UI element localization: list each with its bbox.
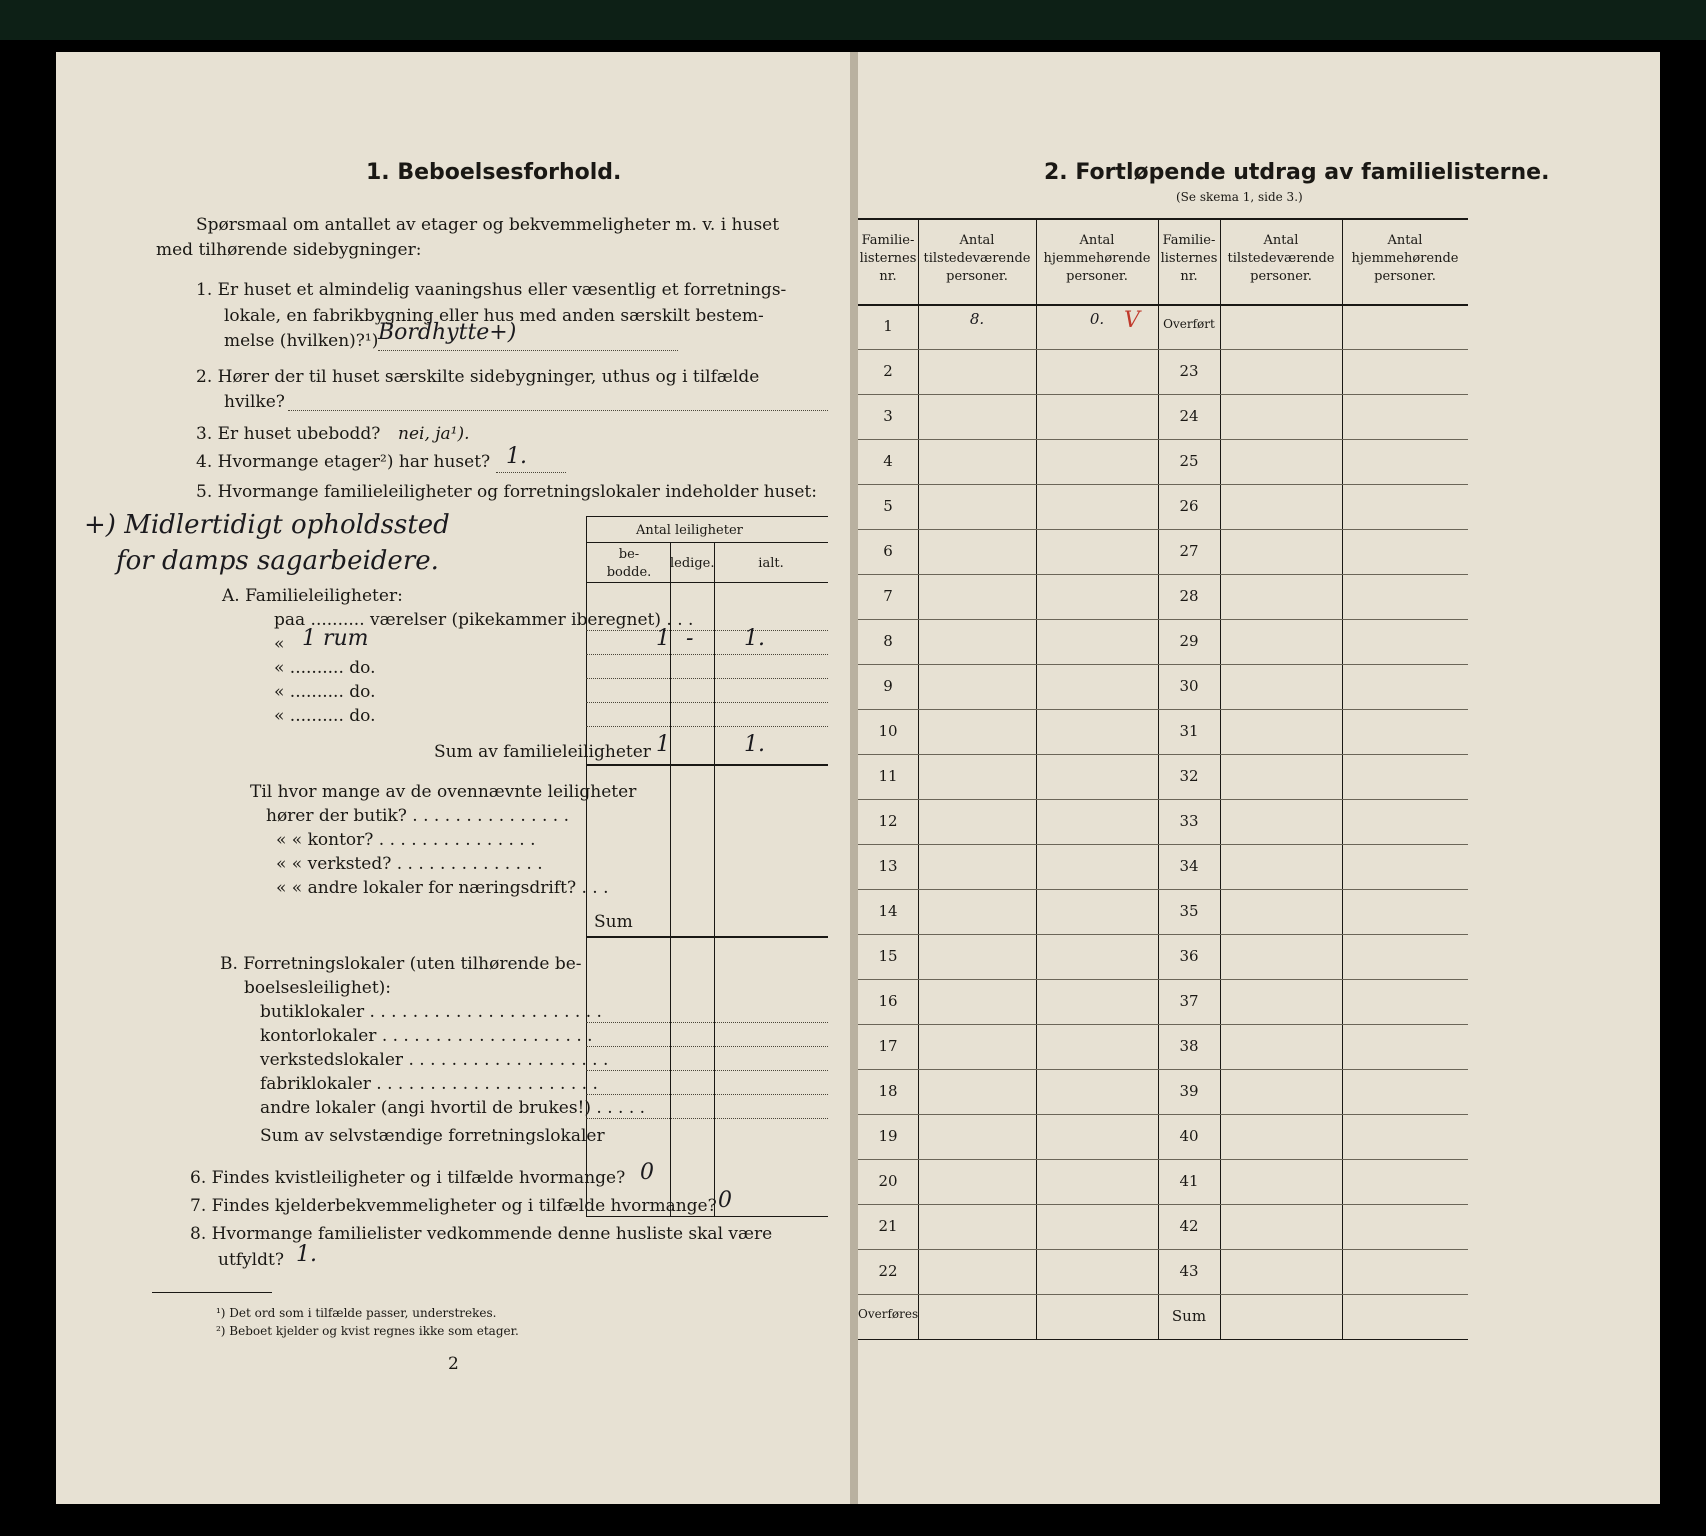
question-6-label: 6. Findes kvistleiligheter og i tilfælde hvormange? bbox=[190, 1168, 626, 1188]
table-row-rule bbox=[858, 1114, 1468, 1115]
table-row-rule bbox=[858, 889, 1468, 890]
family-list-number-right: 29 bbox=[1179, 632, 1199, 650]
table-row-rule bbox=[858, 619, 1468, 620]
table-row-rule bbox=[858, 349, 1468, 350]
page-number: 2 bbox=[448, 1354, 459, 1374]
column-bebodde: be- bodde. bbox=[606, 547, 652, 580]
family-list-number-right: 35 bbox=[1179, 902, 1199, 920]
column-ialt: ialt. bbox=[758, 556, 784, 571]
table-rule bbox=[858, 218, 1468, 220]
table-row-line bbox=[586, 726, 828, 727]
table-row-rule bbox=[858, 844, 1468, 845]
handwritten-note-line-2: for damps sagarbeidere. bbox=[116, 546, 439, 576]
table-row-rule bbox=[858, 574, 1468, 575]
family-list-number-right: 27 bbox=[1179, 542, 1199, 560]
family-list-number-right: 40 bbox=[1179, 1127, 1199, 1145]
table-row-line bbox=[586, 1118, 828, 1119]
question-7-answer: 0 bbox=[718, 1188, 732, 1213]
table-rule bbox=[586, 764, 828, 766]
family-list-number-right: 25 bbox=[1179, 452, 1199, 470]
family-list-number-right: 33 bbox=[1179, 812, 1199, 830]
b-sum-label: Sum av selvstændige forretningslokaler bbox=[260, 1126, 605, 1146]
table-row-rule bbox=[858, 439, 1468, 440]
question-2-line-1: 2. Hører der til huset særskilte sidebygninger, uthus og i tilfælde bbox=[196, 367, 760, 387]
question-7-label: 7. Findes kjelderbekvemmeligheter og i tilfælde hvormange? bbox=[190, 1196, 717, 1216]
family-list-number: 9 bbox=[883, 677, 893, 695]
family-list-number: Overføres bbox=[858, 1307, 919, 1321]
table-rule bbox=[586, 582, 828, 583]
family-list-number: 22 bbox=[878, 1262, 898, 1280]
table-row-rule bbox=[858, 484, 1468, 485]
family-list-number: 6 bbox=[883, 542, 893, 560]
family-list-number-right: 23 bbox=[1179, 362, 1199, 380]
question-8-line-1: 8. Hvormange familielister vedkommende denne husliste skal være bbox=[190, 1224, 773, 1244]
butik-question-3: « « kontor? . . . . . . . . . . . . . . . bbox=[276, 830, 536, 850]
check-mark: V bbox=[1124, 308, 1140, 333]
a-row-label: « .......... do. bbox=[274, 658, 376, 678]
table-rule bbox=[586, 1216, 828, 1217]
left-page bbox=[56, 52, 852, 1504]
table-row-rule bbox=[858, 709, 1468, 710]
family-list-number: 16 bbox=[878, 992, 898, 1010]
family-list-number: 7 bbox=[883, 587, 893, 605]
table-header: Familie- listernes nr. bbox=[1160, 233, 1218, 284]
table-header: Antal hjemmehørende personer. bbox=[1043, 233, 1151, 284]
family-list-number: 19 bbox=[878, 1127, 898, 1145]
question-4-label: 4. Hvormange etager²) har huset? bbox=[196, 452, 491, 472]
intro-line-2: med tilhørende sidebygninger: bbox=[156, 240, 422, 260]
butik-question-2: hører der butik? . . . . . . . . . . . . . . . bbox=[266, 806, 570, 826]
table-row-rule bbox=[858, 1294, 1468, 1295]
table-row-line bbox=[586, 1046, 828, 1047]
question-4-answer: 1. bbox=[506, 444, 527, 469]
sum-familieleiligheter-ialt: 1. bbox=[744, 732, 765, 757]
answer-line bbox=[496, 472, 566, 473]
present-count: 8. bbox=[969, 310, 985, 328]
table-rule bbox=[858, 304, 1468, 306]
family-list-number-right: 30 bbox=[1179, 677, 1199, 695]
family-list-number-right: 26 bbox=[1179, 497, 1199, 515]
table-rule bbox=[714, 542, 715, 1216]
family-list-number-right: 32 bbox=[1179, 767, 1199, 785]
family-list-number-right: 37 bbox=[1179, 992, 1199, 1010]
question-1-answer: Bordhytte+) bbox=[378, 320, 517, 345]
family-list-number: 10 bbox=[878, 722, 898, 740]
question-5-label: 5. Hvormange familieleiligheter og forretningslokaler indeholder huset: bbox=[196, 482, 817, 502]
family-list-number-right: Overført bbox=[1163, 317, 1215, 331]
section-subtitle: (Se skema 1, side 3.) bbox=[1176, 190, 1303, 204]
family-list-number: 17 bbox=[878, 1037, 898, 1055]
question-8-line-2: utfyldt? bbox=[218, 1250, 284, 1270]
family-list-number: 5 bbox=[883, 497, 893, 515]
family-list-number-right: 28 bbox=[1179, 587, 1199, 605]
b-row-label: butiklokaler . . . . . . . . . . . . . . . . . . . . . . bbox=[260, 1002, 602, 1022]
family-list-number: 15 bbox=[878, 947, 898, 965]
b-row-label: andre lokaler (angi hvortil de brukes!) . . . . . bbox=[260, 1098, 646, 1118]
butik-question-1: Til hvor mange av de ovennævnte leiligheter bbox=[250, 782, 637, 802]
right-page bbox=[858, 52, 1660, 1504]
table-rule bbox=[670, 542, 671, 1216]
table-column-rule bbox=[918, 218, 919, 1339]
a-row-label: « .......... do. bbox=[274, 682, 376, 702]
family-list-number: 11 bbox=[878, 767, 898, 785]
family-list-number-right: 38 bbox=[1179, 1037, 1199, 1055]
family-list-number-right: 31 bbox=[1179, 722, 1199, 740]
a-row-handwritten: 1 rum bbox=[302, 626, 369, 651]
column-ledige: ledige. bbox=[670, 556, 715, 571]
family-list-number-right: 34 bbox=[1179, 857, 1199, 875]
sum-familieleiligheter-bebodde: 1 bbox=[656, 732, 670, 757]
handwritten-note-line-1: +) Midlertidigt opholdssted bbox=[84, 510, 450, 540]
footnote-2: ²) Beboet kjelder og kvist regnes ikke som etager. bbox=[216, 1324, 519, 1338]
table-rule bbox=[586, 936, 828, 938]
table-row-rule bbox=[858, 979, 1468, 980]
table-row-rule bbox=[858, 1069, 1468, 1070]
table-header: Familie- listernes nr. bbox=[859, 233, 917, 284]
family-list-number: 4 bbox=[883, 452, 893, 470]
family-list-number: 1 bbox=[883, 317, 893, 335]
butik-question-5: « « andre lokaler for næringsdrift? . . . bbox=[276, 878, 609, 898]
family-list-number-right: 43 bbox=[1179, 1262, 1199, 1280]
section-title: 1. Beboelsesforhold. bbox=[366, 160, 622, 185]
table-row-line bbox=[586, 1022, 828, 1023]
table-row-rule bbox=[858, 1159, 1468, 1160]
table-column-rule bbox=[1220, 218, 1221, 1339]
table-row-line bbox=[586, 654, 828, 655]
table-row-line bbox=[586, 1070, 828, 1071]
family-list-number: 13 bbox=[878, 857, 898, 875]
family-list-number-right: Sum bbox=[1171, 1307, 1207, 1325]
answer-line bbox=[288, 410, 828, 411]
family-list-number-right: 36 bbox=[1179, 947, 1199, 965]
family-list-number-right: 39 bbox=[1179, 1082, 1199, 1100]
family-list-number: 8 bbox=[883, 632, 893, 650]
question-3-options: nei, ja¹). bbox=[398, 424, 470, 444]
a-row-ialt: 1. bbox=[744, 626, 765, 651]
footnote-rule bbox=[152, 1292, 272, 1293]
footnote-1: ¹) Det ord som i tilfælde passer, understrekes. bbox=[216, 1306, 497, 1320]
b-row-label: fabriklokaler . . . . . . . . . . . . . . . . . . . . . bbox=[260, 1074, 598, 1094]
table-header: Antal hjemmehørende personer. bbox=[1351, 233, 1459, 284]
table-row-rule bbox=[858, 1249, 1468, 1250]
sum-familieleiligheter-label: Sum av familieleiligheter bbox=[434, 742, 651, 762]
family-list-number: 3 bbox=[883, 407, 893, 425]
table-rule bbox=[586, 516, 828, 517]
butik-question-4: « « verksted? . . . . . . . . . . . . . . bbox=[276, 854, 543, 874]
table-row-line bbox=[586, 1094, 828, 1095]
table-rule bbox=[586, 542, 828, 543]
a-row-bebodde: 1 bbox=[656, 626, 670, 651]
table-row-rule bbox=[858, 664, 1468, 665]
table-column-rule bbox=[1036, 218, 1037, 1339]
b-title-line-2: boelsesleilighet): bbox=[244, 978, 392, 998]
table-row-rule bbox=[858, 529, 1468, 530]
question-6-answer: 0 bbox=[640, 1160, 654, 1185]
question-3-label: 3. Er huset ubebodd? bbox=[196, 424, 381, 444]
family-list-number: 20 bbox=[878, 1172, 898, 1190]
table-row-rule bbox=[858, 934, 1468, 935]
b-title-line-1: B. Forretningslokaler (uten tilhørende be- bbox=[220, 954, 582, 974]
family-list-number: 21 bbox=[878, 1217, 898, 1235]
table-row-rule bbox=[858, 1024, 1468, 1025]
family-list-number: 2 bbox=[883, 362, 893, 380]
sum-label: Sum bbox=[594, 912, 633, 932]
table-header: Antal tilstedeværende personer. bbox=[1227, 233, 1335, 284]
section-title: 2. Fortløpende utdrag av familielisterne. bbox=[1044, 160, 1550, 185]
table-header: Antal tilstedeværende personer. bbox=[923, 233, 1031, 284]
top-frame bbox=[0, 0, 1706, 40]
b-row-label: kontorlokaler . . . . . . . . . . . . . . . . . . . . bbox=[260, 1026, 593, 1046]
home-count: 0. bbox=[1089, 310, 1105, 328]
antal-leiligheter-header: Antal leiligheter bbox=[636, 523, 743, 538]
table-row-rule bbox=[858, 394, 1468, 395]
table-row-line bbox=[586, 702, 828, 703]
family-list-number: 14 bbox=[878, 902, 898, 920]
table-row-rule bbox=[858, 1204, 1468, 1205]
table-row-line bbox=[586, 630, 828, 631]
a-row-label: paa .......... værelser (pikekammer iberegnet) . . . bbox=[274, 610, 694, 630]
a-row-label: « bbox=[274, 634, 285, 654]
family-list-number: 12 bbox=[878, 812, 898, 830]
table-row-rule bbox=[858, 754, 1468, 755]
table-rule bbox=[858, 1339, 1468, 1340]
question-1-line-3: melse (hvilken)?¹) bbox=[224, 331, 379, 351]
question-2-line-2: hvilke? bbox=[224, 392, 285, 412]
question-1-line-1: 1. Er huset et almindelig vaaningshus eller væsentlig et forretnings- bbox=[196, 280, 787, 300]
a-title: A. Familieleiligheter: bbox=[222, 586, 403, 606]
answer-line bbox=[378, 350, 678, 351]
question-8-answer: 1. bbox=[296, 1242, 317, 1267]
a-row-ledige: - bbox=[686, 626, 694, 651]
family-list-number: 18 bbox=[878, 1082, 898, 1100]
table-row-line bbox=[586, 678, 828, 679]
family-list-number-right: 42 bbox=[1179, 1217, 1199, 1235]
question-1-line-2: lokale, en fabrikbygning eller hus med anden særskilt bestem- bbox=[224, 306, 764, 326]
family-list-number-right: 41 bbox=[1179, 1172, 1199, 1190]
family-list-number-right: 24 bbox=[1179, 407, 1199, 425]
a-row-label: « .......... do. bbox=[274, 706, 376, 726]
table-row-rule bbox=[858, 799, 1468, 800]
b-row-label: verkstedslokaler . . . . . . . . . . . . . . . . . . . bbox=[260, 1050, 609, 1070]
table-column-rule bbox=[1342, 218, 1343, 1339]
intro-line-1: Spørsmaal om antallet av etager og bekvemmeligheter m. v. i huset bbox=[196, 215, 780, 235]
